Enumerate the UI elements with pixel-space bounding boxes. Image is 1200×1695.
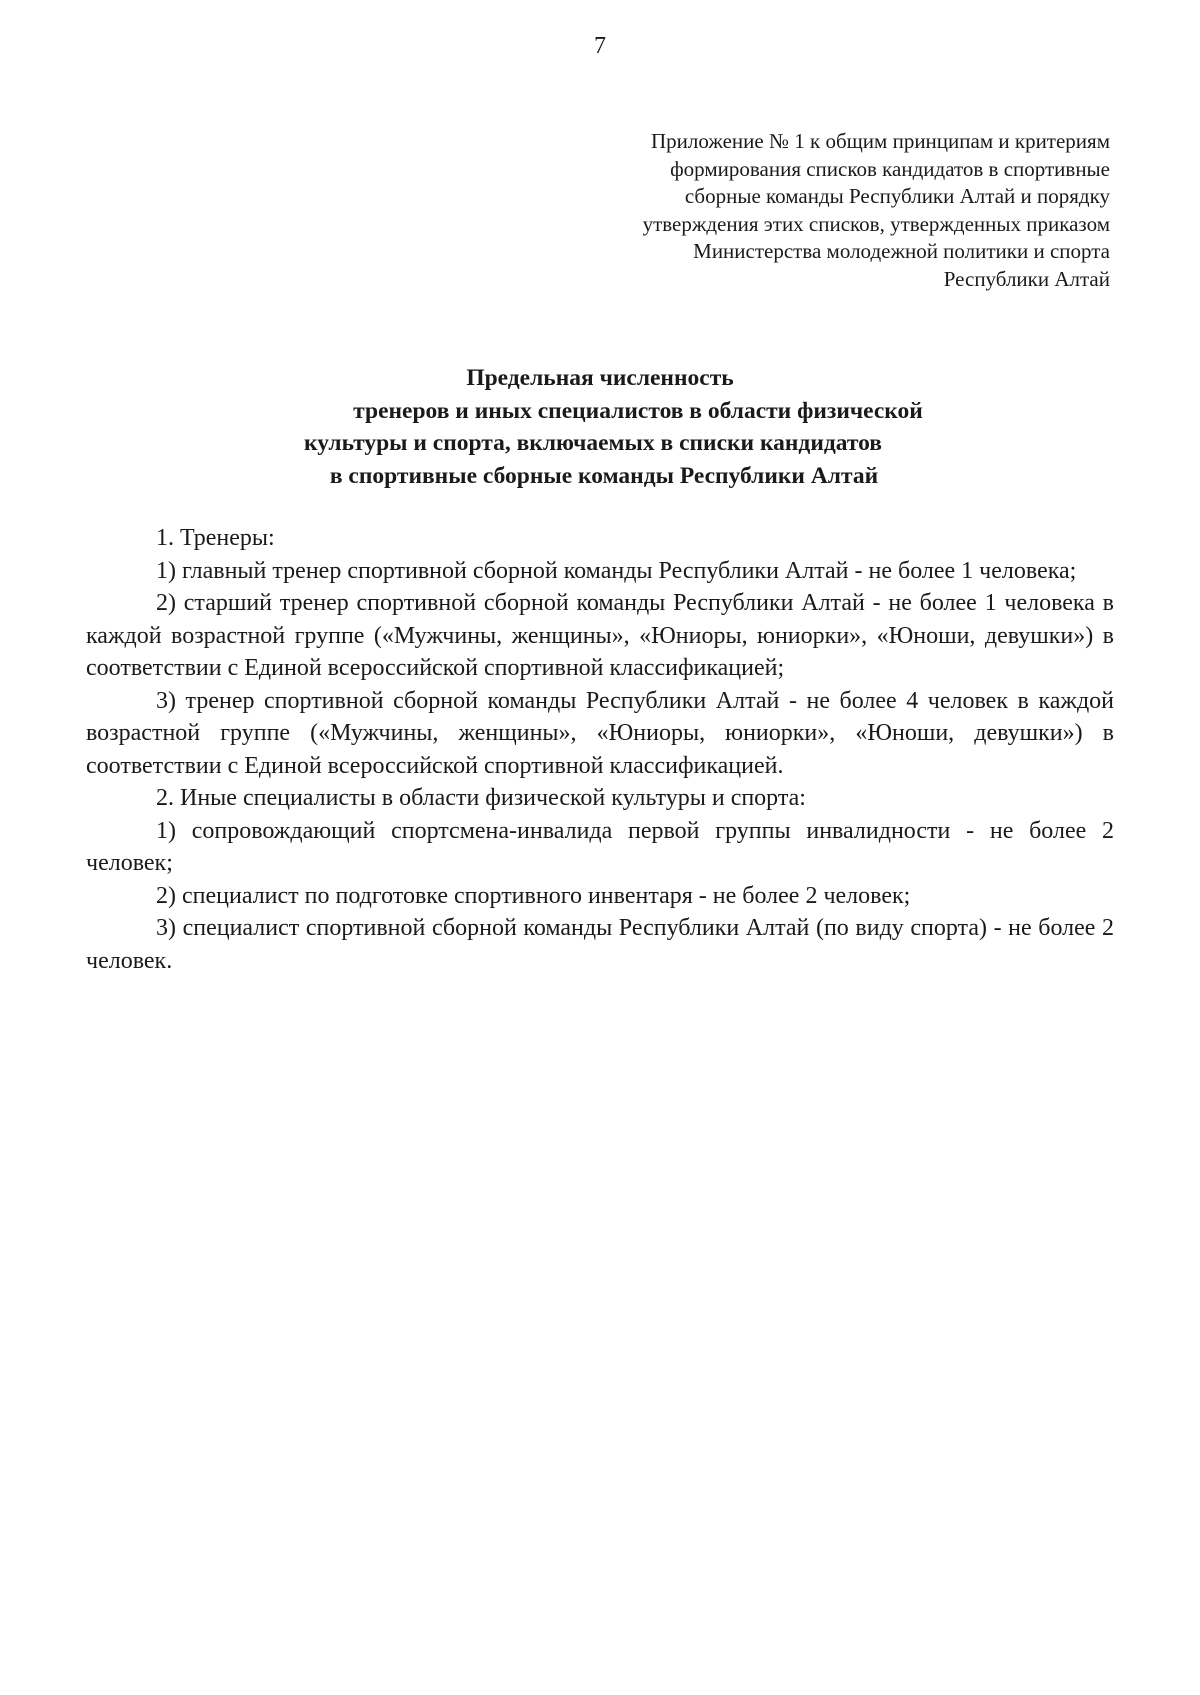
- list-item: 2) специалист по подготовке спортивного инвентаря - не более 2 человек;: [156, 882, 911, 909]
- title-line: Предельная численность: [466, 365, 734, 391]
- section-heading-specialists: 2. Иные специалисты в области физической культуры и спорта:: [156, 785, 806, 811]
- appendix-note-line: Приложение № 1 к общим принципам и критериям: [651, 129, 1110, 153]
- appendix-note-line: Министерства молодежной политики и спорта: [693, 239, 1110, 263]
- section-heading-trainers: 1. Тренеры:: [156, 525, 275, 551]
- list-item: 2) старший тренер спортивной сборной команды Республики Алтай - не более 1 человека в каждой возрастной группе («Мужчины, женщины», «Юниоры, юниорки», «Юноши, девушки») в соответствии с Единой всероссийской спортивной классификацией;: [86, 590, 1114, 681]
- page-number: 7: [594, 33, 606, 59]
- appendix-note-line: сборные команды Республики Алтай и порядку: [684, 184, 1110, 208]
- title-line: тренеров и иных специалистов в области физической: [353, 397, 923, 424]
- appendix-note-line: формирования списков кандидатов в спортивные: [670, 156, 1110, 181]
- list-item: 3) специалист спортивной сборной команды Республики Алтай (по виду спорта) - не более 2 человек.: [86, 915, 1114, 974]
- document-title: [0, 362, 1200, 492]
- title-line: в спортивные сборные команды Республики Алтай: [329, 462, 879, 489]
- list-item: 3) тренер спортивной сборной команды Республики Алтай - не более 4 человек в каждой возрастной группе («Мужчины, женщины», «Юниоры, юниорки», «Юноши, девушки») в соответствии с Единой всероссийской спортивной классификацией.: [86, 687, 1114, 779]
- title-line: культуры и спорта, включаемых в списки кандидатов: [304, 430, 882, 456]
- appendix-note-line: утверждения этих списков, утвержденных приказом: [642, 211, 1110, 236]
- list-item: 1) сопровождающий спортсмена-инвалида первой группы инвалидности - не более 2 человек;: [86, 817, 1114, 876]
- appendix-note-line: Республики Алтай: [943, 266, 1110, 291]
- appendix-note: [550, 128, 1110, 293]
- document-body: [86, 522, 1114, 977]
- list-item: 1) главный тренер спортивной сборной команды Республики Алтай - не более 1 человека;: [156, 557, 1077, 584]
